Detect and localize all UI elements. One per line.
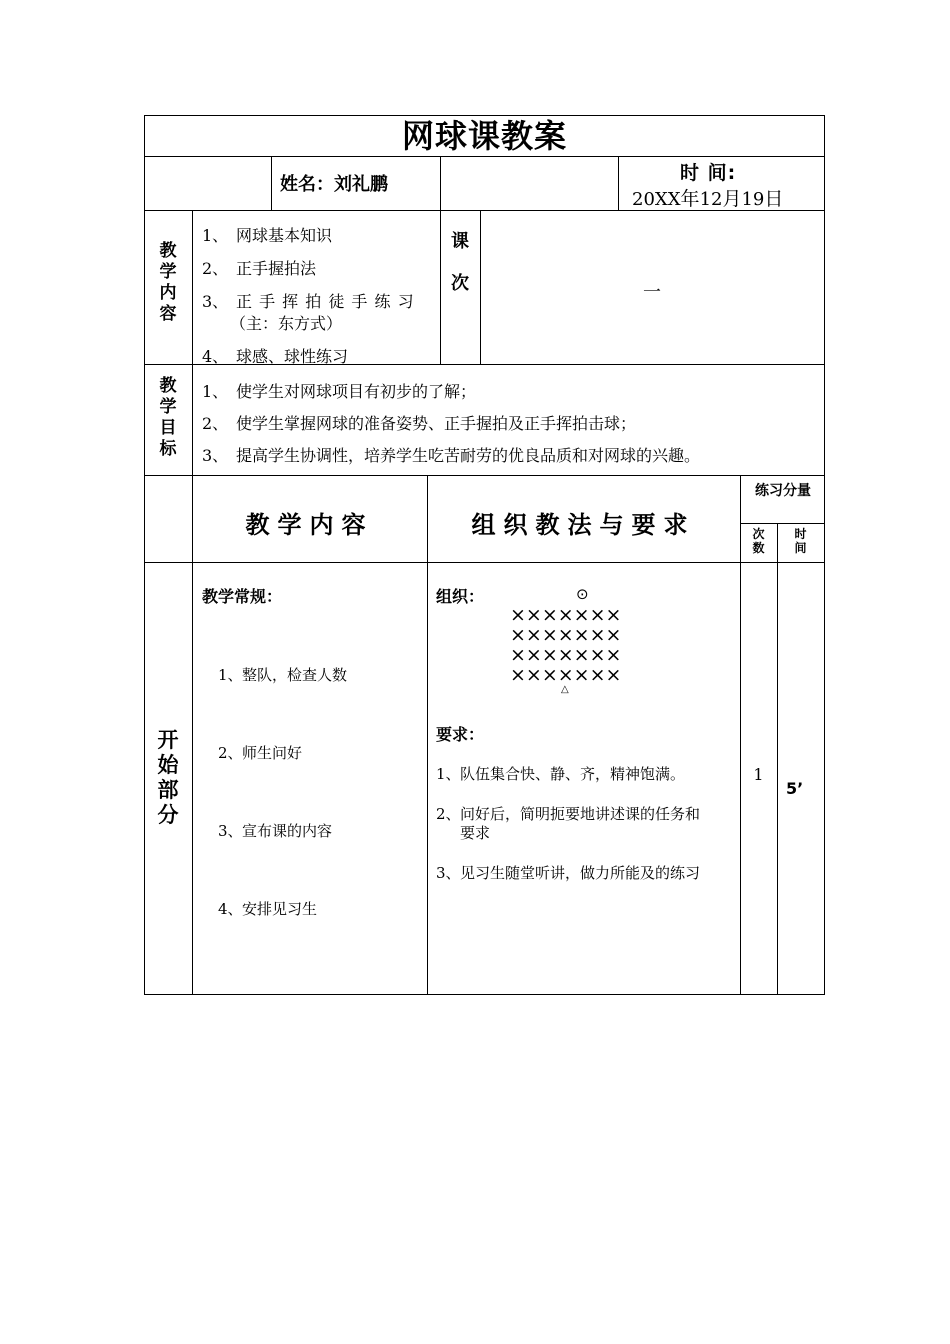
date-day: 19 [741, 189, 765, 210]
column-header-practice: 练习分量 [755, 483, 811, 499]
requirement-item-continuation: 要求 [460, 824, 491, 842]
practice-duration: 5’ [786, 779, 804, 798]
requirement-item: 1、队伍集合快、静、齐，精神饱满。 [436, 765, 686, 783]
column-header-method: 组织教法与要求 [471, 511, 696, 539]
page-title: 网球课教案 [401, 117, 567, 155]
date-month-unit: 月 [722, 188, 742, 210]
col-divider [777, 523, 778, 994]
time-label: 时 间: [680, 162, 737, 184]
column-header-duration: 时 间 [794, 527, 807, 555]
col-divider [192, 475, 193, 994]
student-position-icon: △ [561, 684, 569, 695]
col-divider [192, 364, 193, 475]
routine-item: 4、安排见习生 [218, 900, 318, 918]
row-divider [740, 523, 825, 524]
formation-row: ××××××× [510, 644, 622, 666]
goal-item: 2、 使学生掌握网球的准备姿势、正手握拍及正手挥拍击球； [202, 414, 637, 433]
table-border-right [824, 115, 825, 995]
table-border-bottom [144, 994, 825, 995]
col-divider [427, 475, 428, 994]
requirement-item: 2、问好后，简明扼要地讲述课的任务和 [436, 805, 701, 823]
row-divider [144, 475, 825, 476]
routine-item: 1、整队，检查人数 [218, 666, 348, 684]
formation-row: ××××××× [510, 604, 622, 626]
routine-title: 教学常规： [202, 587, 283, 606]
routine-item: 3、宣布课的内容 [218, 822, 333, 840]
col-divider [440, 156, 441, 210]
content-item: 1、 网球基本知识 [202, 226, 333, 245]
col-divider [271, 156, 272, 210]
column-header-times: 次 数 [752, 527, 765, 555]
col-divider [192, 210, 193, 364]
lesson-number-label: 课 次 [451, 231, 469, 294]
column-header-content: 教学内容 [245, 511, 374, 539]
content-item: 2、 正手握拍法 [202, 259, 317, 278]
organization-label: 组织： [436, 587, 485, 606]
content-section-label: 教 学 内 容 [159, 241, 177, 324]
content-item: 3、 正 手 挥 拍 徒 手 练 习 [202, 292, 415, 311]
start-section-label: 开 始 部 分 [157, 728, 179, 827]
goal-item: 3、 提高学生协调性，培养学生吃苦耐劳的优良品质和对网球的兴趣。 [202, 446, 701, 465]
date-month: 12 [699, 189, 723, 210]
requirement-item: 3、见习生随堂听讲，做力所能及的练习 [436, 864, 701, 882]
formation-row: ××××××× [510, 664, 622, 686]
formation-row: ××××××× [510, 624, 622, 646]
routine-item: 2、师生问好 [218, 744, 303, 762]
row-divider [144, 156, 825, 157]
goal-item: 1、 使学生对网球项目有初步的了解； [202, 382, 477, 401]
goals-section-label: 教 学 目 标 [159, 376, 177, 459]
row-divider [144, 562, 825, 563]
lesson-number-value: 一 [643, 282, 661, 303]
col-divider [618, 156, 619, 210]
teacher-position-icon: ⊙ [576, 585, 589, 603]
date-day-unit: 日 [764, 188, 784, 210]
lesson-date [632, 184, 783, 211]
date-year-unit: 年 [680, 188, 700, 210]
content-item: 4、 球感、球性练习 [202, 347, 349, 366]
practice-times: 1 [753, 765, 764, 784]
teacher-name: 姓名：刘礼鹏 [280, 174, 388, 195]
requirements-label: 要求： [436, 725, 485, 744]
date-year: 20XX [632, 189, 681, 210]
content-item-continuation: （主：东方式） [230, 314, 343, 333]
